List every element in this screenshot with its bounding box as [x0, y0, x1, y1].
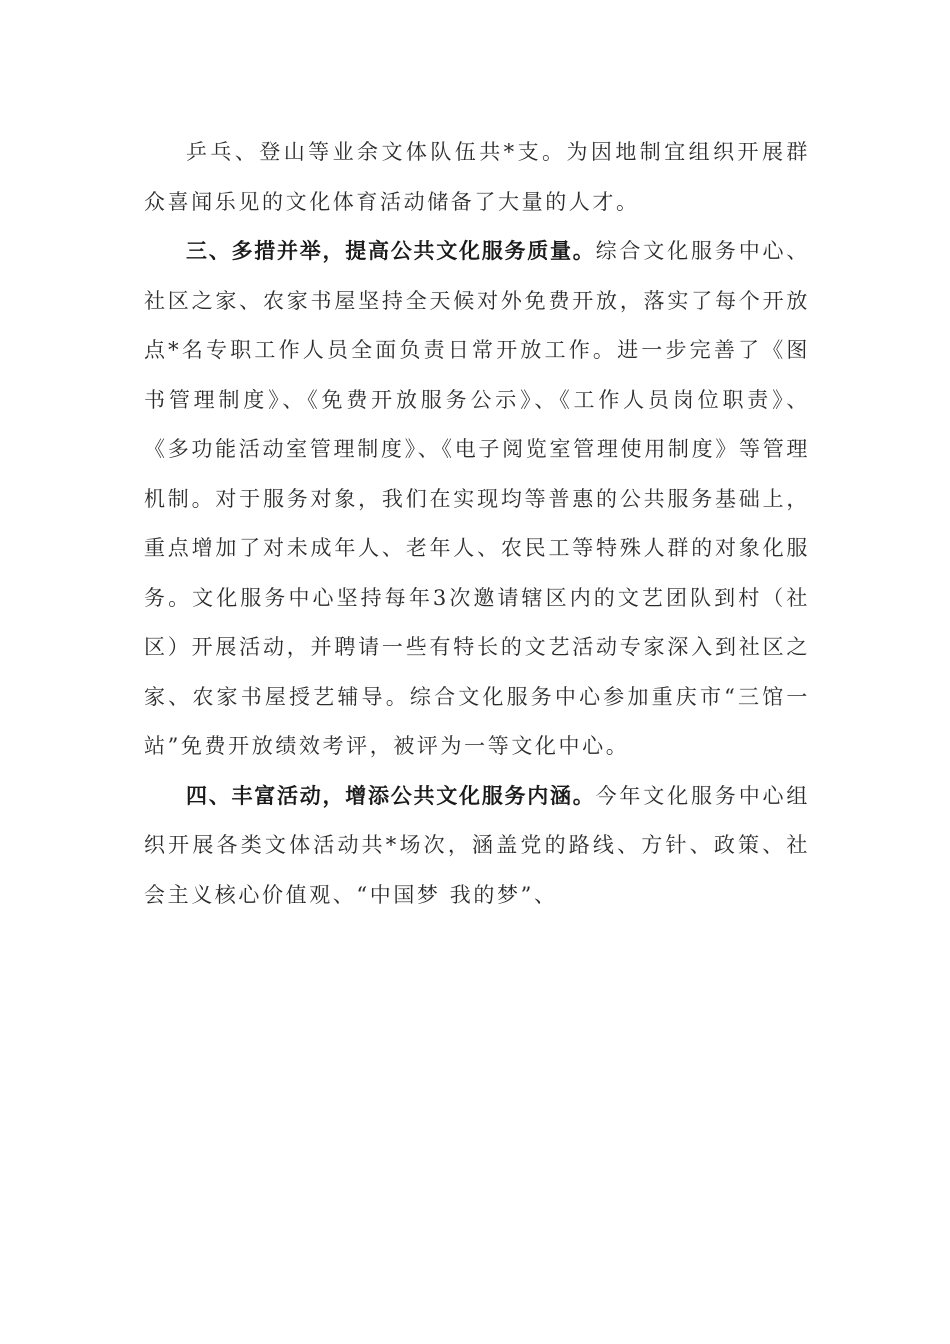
section-four-heading: 四、丰富活动，增添公共文化服务内涵。 [186, 783, 596, 808]
section-three-heading: 三、多措并举，提高公共文化服务质量。 [186, 239, 596, 263]
paragraph-3-text: 今年文化服务中心组织开展各类文体活动共*场次，涵盖党的路线、方针、政策、社会主义核心价值观、“中国梦 我的梦”、 [144, 783, 811, 907]
paragraph-1-text: 乒乓、登山等业余文体队伍共*支。为因地制宜组织开展群众喜闻乐见的文化体育活动储备了大量的人才。 [144, 140, 810, 214]
document-body [144, 128, 810, 920]
paragraph-2-text: 综合文化服务中心、社区之家、农家书屋坚持全天候对外免费开放，落实了每个开放点*名专职工作人员全面负责日常开放工作。进一步完善了《图书管理制度》、《免费开放服务公示》、《工作人员岗位职责》、《多功能活动室管理制度》、《电子阅览室管理使用制度》等管理机制。对于服务对象，我们在实现均等普惠的公共服务基础上，重点增加了对未成年人、老年人、农民工等特殊人群的对象化服务。文化服务中心坚持每年3次邀请辖区内的文艺团队到村（社区）开展活动，并聘请一些有特长的文艺活动专家深入到社区之家、农家书屋授艺辅导。综合文化服务中心参加重庆市“三馆一站”免费开放绩效考评，被评为一等文化中心。 [144, 239, 811, 758]
paragraph-1 [144, 128, 810, 227]
paragraph-2 [144, 227, 810, 772]
paragraph-3 [144, 772, 810, 921]
